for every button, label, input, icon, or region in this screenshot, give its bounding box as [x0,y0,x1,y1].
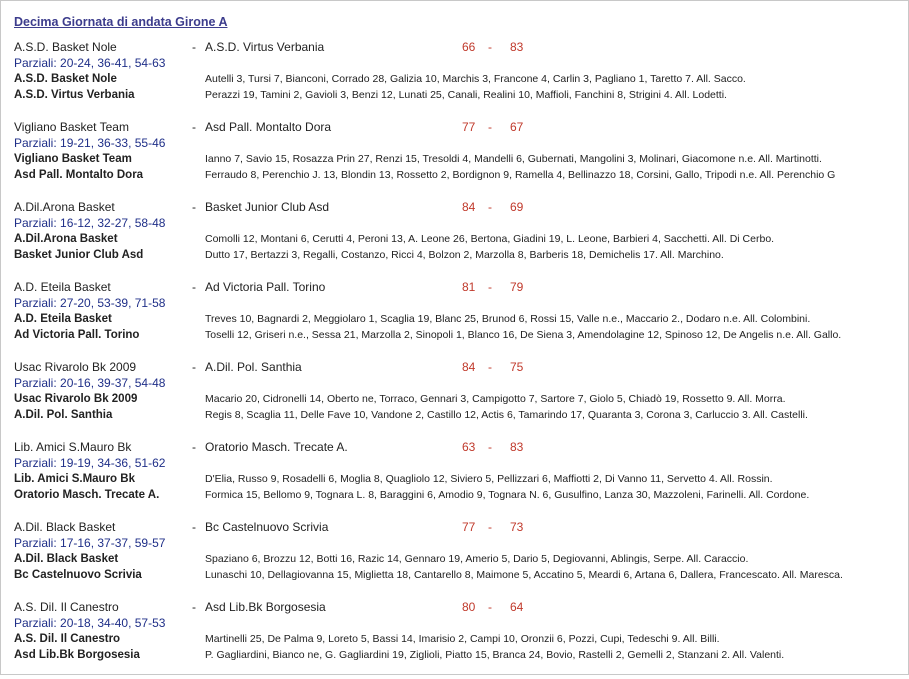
away-team: Ad Victoria Pall. Torino [205,280,326,294]
game-block [14,359,899,439]
home-roster-team: A.S.D. Basket Nole [14,73,117,85]
away-team: A.Dil. Pol. Santhia [205,360,302,374]
home-score: 66 [462,40,476,54]
away-roster-players: Dutto 17, Bertazzi 3, Regalli, Costanzo, Ricci 4, Bolzon 2, Marzolla 8, Barberis 18, Demichelis 17. All. Marchino. [205,249,724,261]
team-separator: - [192,440,196,454]
game-block [14,439,899,519]
game-block [14,599,899,679]
home-roster-players: Autelli 3, Tursi 7, Bianconi, Corrado 28, Galizia 10, Marchis 3, Francone 4, Carlin 3, Pagliano 1, Taretto 7. All. Sacco. [205,73,746,85]
away-team: Asd Lib.Bk Borgosesia [205,600,326,614]
score-separator: - [488,280,492,294]
home-roster-team: Vigliano Basket Team [14,153,132,165]
score-separator: - [488,120,492,134]
home-roster-team: A.Dil.Arona Basket [14,233,118,245]
home-team: A.Dil. Black Basket [14,520,116,534]
home-roster-team: A.D. Eteila Basket [14,313,112,325]
away-roster-players: Perazzi 19, Tamini 2, Gavioli 3, Benzi 12, Lunati 25, Canali, Realini 10, Maffioli, Fanchini 8, Strigini 4. All. Lodetti. [205,89,727,101]
away-team: Bc Castelnuovo Scrivia [205,520,329,534]
home-team: A.Dil.Arona Basket [14,200,115,214]
away-score: 64 [510,600,524,614]
team-separator: - [192,520,196,534]
home-team: A.D. Eteila Basket [14,280,111,294]
home-score: 81 [462,280,476,294]
score-separator: - [488,40,492,54]
home-roster-team: A.S. Dil. Il Canestro [14,633,121,645]
away-score: 73 [510,520,524,534]
games-list [14,39,899,679]
away-team: Basket Junior Club Asd [205,200,330,214]
team-separator: - [192,600,196,614]
away-roster-players: Toselli 12, Griseri n.e., Sessa 21, Marzolla 2, Sinopoli 1, Blanco 16, De Siena 3, Amendolagine 12, Spinoso 12, De Angelis n.e. All. Gallo. [205,329,842,341]
away-roster-team: Ad Victoria Pall. Torino [14,329,140,341]
home-roster-players: Ianno 7, Savio 15, Rosazza Prin 27, Renzi 15, Tresoldi 4, Mandelli 6, Gubernati, Mangolini 3, Molinari, Giacomone n.e. All. Martinotti. [205,153,822,165]
partial-scores: Parziali: 20-24, 36-41, 54-63 [14,56,166,70]
away-score: 79 [510,280,524,294]
home-score: 80 [462,600,476,614]
home-roster-players: Comolli 12, Montani 6, Cerutti 4, Peroni 13, A. Leone 26, Bertona, Giadini 19, L. Leone, Barbieri 4, Sacchetti. All. Di Cerbo. [205,233,775,245]
home-roster-team: Lib. Amici S.Mauro Bk [14,473,135,485]
home-team: Usac Rivarolo Bk 2009 [14,360,137,374]
score-separator: - [488,200,492,214]
away-roster-team: Oratorio Masch. Trecate A. [14,489,160,501]
home-roster-players: D'Elia, Russo 9, Rosadelli 6, Moglia 8, Quagliolo 12, Siviero 5, Pellizzari 6, Maffiotti 2, Di Vanno 11, Servetto 4. All. Rossin. [205,473,773,485]
score-separator: - [488,440,492,454]
home-roster-players: Macario 20, Cidronelli 14, Oberto ne, Torraco, Gennari 3, Campigotto 7, Sartore 7, Giolo 5, Chiadò 19, Rossetto 9. All. Morra. [205,393,786,405]
partial-scores: Parziali: 16-12, 32-27, 58-48 [14,216,166,230]
game-block [14,519,899,599]
team-separator: - [192,200,196,214]
home-roster-players: Martinelli 25, De Palma 9, Loreto 5, Bassi 14, Imarisio 2, Campi 10, Oronzii 6, Pozzi, Cupi, Tedeschi 9. All. Billi. [205,633,720,645]
away-score: 83 [510,440,524,454]
home-score: 84 [462,200,476,214]
home-roster-players: Spaziano 6, Brozzu 12, Botti 16, Razic 14, Gennaro 19, Amerio 5, Dario 5, Degiovanni, Ablingis, Serpe. All. Caraccio. [205,553,749,565]
score-separator: - [488,520,492,534]
away-team: A.S.D. Virtus Verbania [205,40,325,54]
away-roster-players: Lunaschi 10, Dellagiovanna 15, Miglietta 18, Cantarello 8, Maimone 5, Accatino 5, Meardi 6, Artana 6, Dallera, Francescato. All. Maresca. [205,569,843,581]
team-separator: - [192,120,196,134]
game-block [14,199,899,279]
away-roster-team: Asd Lib.Bk Borgosesia [14,649,140,661]
home-team: Vigliano Basket Team [14,120,129,134]
partial-scores: Parziali: 17-16, 37-37, 59-57 [14,536,166,550]
away-roster-team: A.S.D. Virtus Verbania [14,89,135,101]
home-roster-team: A.Dil. Black Basket [14,553,119,565]
page-title[interactable]: Decima Giornata di andata Girone A [14,15,228,29]
partial-scores: Parziali: 19-21, 36-33, 55-46 [14,136,166,150]
away-team: Oratorio Masch. Trecate A. [205,440,348,454]
away-score: 69 [510,200,524,214]
partial-scores: Parziali: 19-19, 34-36, 51-62 [14,456,166,470]
home-team: Lib. Amici S.Mauro Bk [14,440,132,454]
away-roster-team: Basket Junior Club Asd [14,249,144,261]
home-score: 84 [462,360,476,374]
team-separator: - [192,280,196,294]
away-roster-team: Bc Castelnuovo Scrivia [14,569,142,581]
home-score: 77 [462,520,476,534]
home-score: 63 [462,440,476,454]
away-roster-players: Formica 15, Bellomo 9, Tognara L. 8, Baraggini 6, Amodio 9, Tognara N. 6, Gusulfino, Lanza 30, Mazzoleni, Farinelli. All. Cordone. [205,489,810,501]
team-separator: - [192,40,196,54]
away-score: 67 [510,120,524,134]
away-roster-players: Ferraudo 8, Perenchio J. 13, Blondin 13, Rossetto 2, Bordignon 9, Ramella 4, Bellinazzo 18, Corsini, Gallo, Tripodi n.e. All. Perenchio G [205,169,836,181]
game-block [14,279,899,359]
away-score: 83 [510,40,524,54]
away-roster-players: P. Gagliardini, Bianco ne, G. Gagliardini 19, Ziglioli, Piatto 15, Branca 24, Bovio, Rastelli 2, Gemelli 2, Stanzani 2. All. Valenti. [205,649,785,661]
away-roster-players: Regis 8, Scaglia 11, Delle Fave 10, Vandone 2, Castillo 12, Actis 6, Tamarindo 17, Quaranta 3, Corona 3, Carluccio 3. All. Castelli. [205,409,808,421]
score-separator: - [488,600,492,614]
partial-scores: Parziali: 27-20, 53-39, 71-58 [14,296,166,310]
partial-scores: Parziali: 20-18, 34-40, 57-53 [14,616,166,630]
home-roster-team: Usac Rivarolo Bk 2009 [14,393,138,405]
game-block [14,119,899,199]
away-team: Asd Pall. Montalto Dora [205,120,332,134]
away-roster-team: A.Dil. Pol. Santhia [14,409,113,421]
score-separator: - [488,360,492,374]
home-team: A.S. Dil. Il Canestro [14,600,119,614]
game-block [14,39,899,119]
home-team: A.S.D. Basket Nole [14,40,117,54]
away-score: 75 [510,360,524,374]
team-separator: - [192,360,196,374]
home-score: 77 [462,120,476,134]
away-roster-team: Asd Pall. Montalto Dora [14,169,144,181]
partial-scores: Parziali: 20-16, 39-37, 54-48 [14,376,166,390]
home-roster-players: Treves 10, Bagnardi 2, Meggiolaro 1, Scaglia 19, Blanc 25, Brunod 6, Rossi 15, Valle n.e., Maccario 2., Dodaro n.e. All. Colombini. [205,313,811,325]
